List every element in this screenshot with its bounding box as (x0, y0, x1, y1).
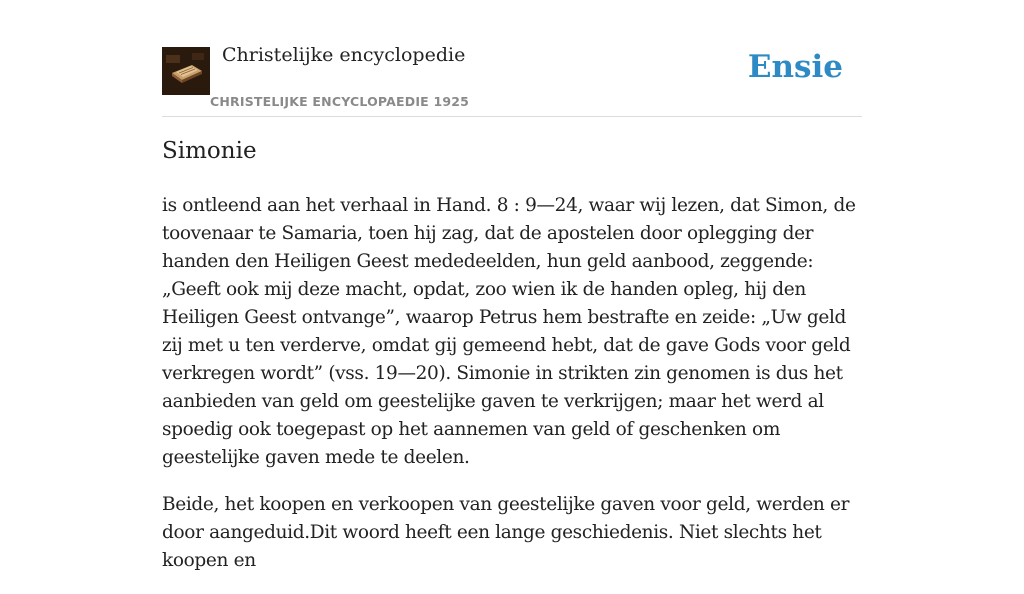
article-page (162, 0, 862, 571)
article-paragraph: is ontleend aan het verhaal in Hand. 8 : 9—24, waar wij lezen, dat Simon, de toovenaar te Samaria, toen hij zag, dat de apostelen door oplegging der handen den Heiligen Geest mededeelden, hun geld aanbood, zeggende: „Geeft ook mij deze macht, opdat, zoo wien ik de handen opleg, hij den Heiligen Geest ontvange”, waarop Petrus hem bestrafte en zeide: „Uw geld zij met u ten verderve, omdat gij gemeend hebt, dat de gave Gods voor geld verkregen wordt” (vss. 19—20). Simonie in strikten zin genomen is dus het aanbieden van geld om geestelijke gaven te verkrijgen; maar het werd al spoedig ook toegepast op het aannemen van geld of geschenken om geestelijke gaven mede te deelen. (162, 195, 856, 468)
brand-logo[interactable]: Ensie (747, 49, 843, 85)
article-body (162, 192, 862, 594)
publication-subtitle[interactable]: CHRISTELIJKE ENCYCLOPAEDIE 1925 (210, 94, 470, 109)
publication-title[interactable]: Christelijke encyclopedie (222, 44, 466, 66)
article-paragraph: Beide, het koopen en verkoopen van geestelijke gaven voor geld, werden er door aangeduid.Dit woord heeft een lange geschiedenis. Niet slechts het koopen en (162, 494, 850, 571)
article-title: Simonie (162, 138, 257, 164)
book-icon[interactable] (162, 47, 210, 95)
publication-header (162, 0, 862, 117)
